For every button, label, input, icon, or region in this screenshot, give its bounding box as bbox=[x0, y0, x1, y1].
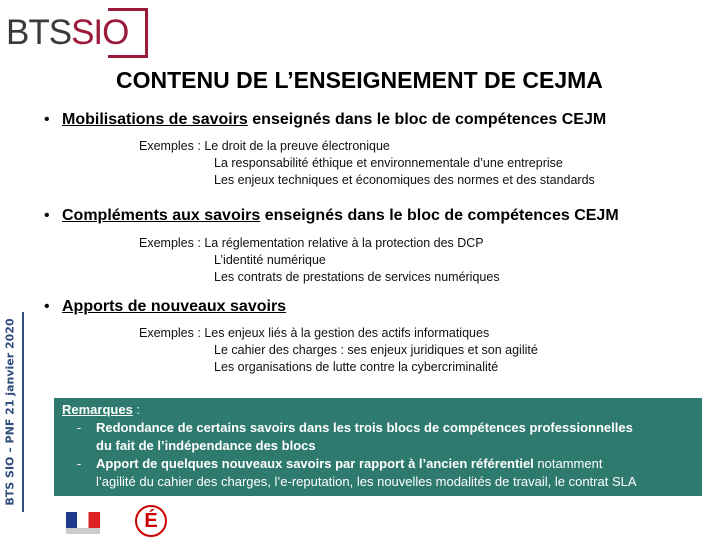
page-title: CONTENU DE L’ENSEIGNEMENT DE CEJMA bbox=[116, 67, 603, 93]
remark-item: - Apport de quelques nouveaux savoirs par rapport à l’ancien référentiel notamment bbox=[76, 456, 603, 471]
bullet-apports: • Apports de nouveaux savoirs bbox=[44, 298, 287, 315]
examples-complements: Exemples : La réglementation relative à la protection des DCP L’identité numérique Les contrats de prestations de services numériques bbox=[139, 236, 500, 284]
examples-mobilisations: Exemples : Le droit de la preuve électronique La responsabilité éthique et environnementale d’une entreprise Les enjeux techniques et économiques des normes et des standards bbox=[139, 139, 595, 187]
sidebar-label: BTS SIO – PNF 21 janvier 2020 bbox=[3, 318, 17, 506]
logo-frame bbox=[108, 8, 148, 58]
bts-sio-logo bbox=[6, 8, 128, 58]
remark-item: - Redondance de certains savoirs dans les trois blocs de compétences professionnelles bbox=[76, 420, 633, 435]
flag-icon bbox=[66, 512, 100, 528]
bullet-complements: • Compléments aux savoirs enseignés dans le bloc de compétences CEJM bbox=[44, 207, 619, 224]
examples-apports: Exemples : Les enjeux liés à la gestion des actifs informatiques Le cahier des charges : ses enjeux juridiques et son agilité Les organisations de lutte contre la cybercriminalité bbox=[139, 326, 538, 374]
sidebar-divider bbox=[22, 312, 24, 512]
remarks-box: Remarques : - Redondance de certains savoirs dans les trois blocs de compétences professionnelles du fait de l’indépendance des blocs - Apport de quelques nouveaux savoirs par rapport à l’ancien référentiel notamment l’agilité du cahier des charges, l’e-reputation, les nouvelles modalités de travail, le contrat SLA bbox=[54, 398, 702, 496]
republique-francaise-logo bbox=[66, 512, 100, 528]
logo-text-sio: SIO bbox=[71, 13, 129, 52]
logo-text-bts: BTS bbox=[6, 13, 72, 52]
bullet-mobilisations: • Mobilisations de savoirs enseignés dans le bloc de compétences CEJM bbox=[44, 111, 607, 128]
education-logo: É bbox=[135, 505, 167, 537]
